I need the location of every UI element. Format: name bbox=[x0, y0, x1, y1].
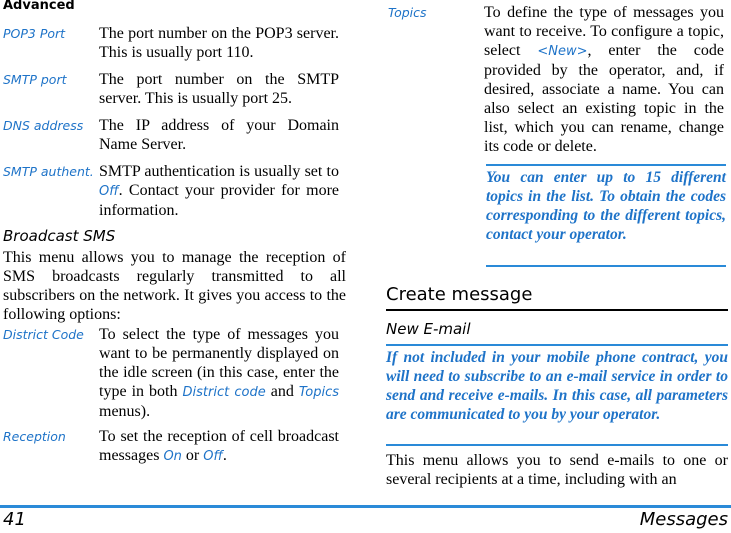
desc-dns-address: The IP address of your Domain Name Server. bbox=[99, 117, 339, 153]
section-name: Messages bbox=[639, 509, 728, 530]
term-smtp-authent: SMTP authent. bbox=[3, 164, 94, 179]
new-email-title: New E-mail bbox=[386, 320, 471, 338]
email-note-top-rule bbox=[386, 344, 728, 346]
list-item bbox=[3, 427, 343, 466]
list-item bbox=[3, 162, 343, 220]
desc-smtp-authent: SMTP authentication is usually set to Off. Contact your provider for more information. bbox=[99, 163, 339, 219]
create-message-title: Create message bbox=[386, 284, 533, 305]
desc-district-code: To select the type of messages you want to be permanently displayed on the idle screen (in this case, enter the type in both District code and Topics menus). bbox=[99, 326, 339, 420]
desc-topics: To define the type of messages you want to receive. To configure a topic, select <New>, enter the code provided by the operator, and, if desired, associate a name. You can also select an existing topic in the list, which you can rename, change its code or delete. bbox=[484, 4, 725, 155]
keyword-off: Off bbox=[99, 184, 119, 199]
keyword-district-code: District code bbox=[182, 385, 266, 400]
note-bottom-rule bbox=[486, 265, 726, 267]
email-note: If not included in your mobile phone contract, you will need to subscribe to an e-mail service in order to send and receive e-mails. In this case, all parameters are communicated to you by your operator. bbox=[386, 349, 728, 423]
list-item bbox=[3, 70, 343, 108]
keyword-topics: Topics bbox=[298, 385, 339, 400]
term-pop3-port: POP3 Port bbox=[3, 26, 66, 41]
term-topics: Topics bbox=[388, 5, 427, 20]
broadcast-intro: This menu allows you to manage the reception of SMS broadcasts regularly transmitted to all subscribers on the network. It gives you access to the following options: bbox=[3, 249, 346, 323]
topics-note: You can enter up to 15 different topics in the list. To obtain the codes corresponding to the different topics, contact your operator. bbox=[486, 169, 726, 243]
term-district-code: District Code bbox=[3, 327, 84, 342]
keyword-new: <New> bbox=[537, 44, 588, 59]
page-number: 41 bbox=[3, 509, 26, 530]
term-smtp-port: SMTP port bbox=[3, 72, 67, 87]
desc-reception: To set the reception of cell broadcast messages On or Off. bbox=[99, 428, 339, 464]
section-rule bbox=[386, 309, 728, 311]
term-dns-address: DNS address bbox=[3, 118, 84, 133]
email-note-bottom-rule bbox=[386, 444, 728, 446]
email-body: This menu allows you to send e-mails to one or several recipients at a time, including with an bbox=[386, 452, 728, 488]
advanced-heading: Advanced bbox=[3, 0, 75, 13]
list-item bbox=[3, 24, 343, 62]
keyword-on: On bbox=[163, 449, 182, 464]
desc-smtp-port: The port number on the SMTP server. This is usually port 25. bbox=[99, 71, 339, 107]
list-item bbox=[3, 325, 343, 421]
desc-pop3-port: The port number on the POP3 server. This is usually port 110. bbox=[99, 25, 339, 61]
broadcast-sms-title: Broadcast SMS bbox=[3, 227, 116, 245]
keyword-off: Off bbox=[203, 449, 223, 464]
list-item bbox=[388, 3, 726, 156]
term-reception: Reception bbox=[3, 429, 66, 444]
note-top-rule bbox=[486, 164, 726, 166]
footer-rule bbox=[0, 505, 731, 508]
list-item bbox=[3, 116, 343, 154]
